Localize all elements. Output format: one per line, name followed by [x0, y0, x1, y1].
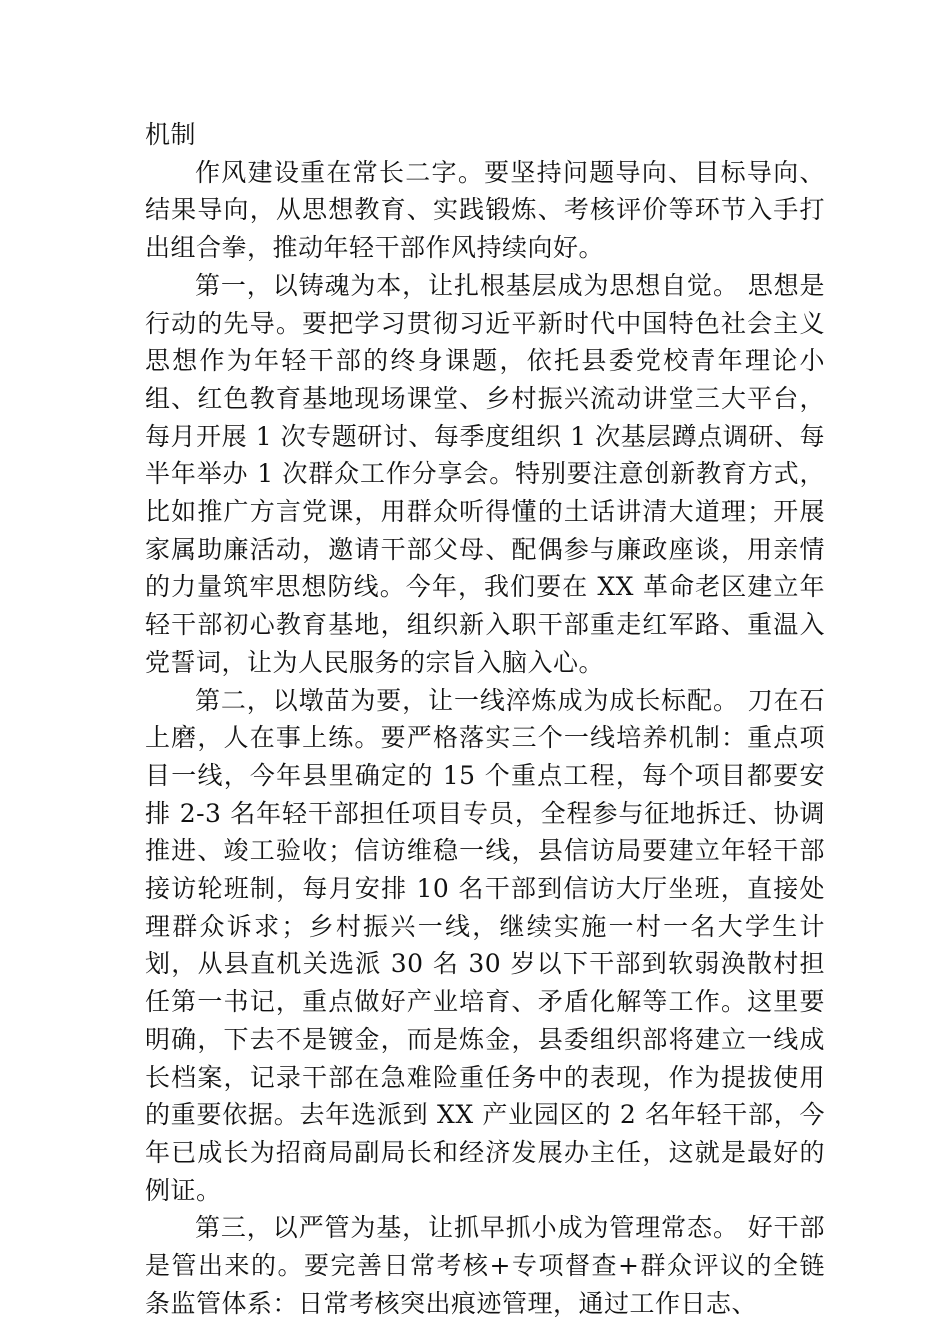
paragraph-third: 第三，以严管为基，让抓早抓小成为管理常态。 好干部是管出来的。要完善日常考核+专项督查+群众评议的全链条监管体系：日常考核突出痕迹管理，通过工作日志、	[145, 1213, 825, 1318]
document-body	[145, 116, 825, 1323]
paragraph-heading-tail: 机制	[145, 120, 197, 149]
paragraph-second: 第二，以墩苗为要，让一线淬炼成为成长标配。 刀在石上磨，人在事上练。要严格落实三个一线培养机制：重点项目一线，今年县里确定的 15 个重点工程，每个项目都要安排 2-3 名年轻干部担任项目专员，全程参与征地拆迁、协调推进、竣工验收；信访维稳一线，县信访局要建立年轻干部接访轮班制，每月安排 10 名干部到信访大厅坐班，直接处理群众诉求；乡村振兴一线，继续实施一村一名大学生计划，从县直机关选派 30 名 30 岁以下干部到软弱涣散村担任第一书记，重点做好产业培育、矛盾化解等工作。这里要明确，下去不是镀金，而是炼金，县委组织部将建立一线成长档案，记录干部在急难险重任务中的表现，作为提拔使用的重要依据。去年选派到 XX 产业园区的 2 名年轻干部，今年已成长为招商局副局长和经济发展办主任，这就是最好的例证。	[145, 685, 825, 1205]
paragraph-intro: 作风建设重在常长二字。要坚持问题导向、目标导向、结果导向，从思想教育、实践锻炼、考核评价等环节入手打出组合拳，推动年轻干部作风持续向好。	[145, 157, 825, 263]
paragraph-first: 第一，以铸魂为本，让扎根基层成为思想自觉。 思想是行动的先导。要把学习贯彻习近平新时代中国特色社会主义思想作为年轻干部的终身课题，依托县委党校青年理论小组、红色教育基地现场课堂、乡村振兴流动讲堂三大平台，每月开展 1 次专题研讨、每季度组织 1 次基层蹲点调研、每半年举办 1 次群众工作分享会。特别要注意创新教育方式，比如推广方言党课，用群众听得懂的土话讲清大道理；开展家属助廉活动，邀请干部父母、配偶参与廉政座谈，用亲情的力量筑牢思想防线。今年，我们要在 XX 革命老区建立年轻干部初心教育基地，组织新入职干部重走红军路、重温入党誓词，让为人民服务的宗旨入脑入心。	[145, 270, 825, 677]
